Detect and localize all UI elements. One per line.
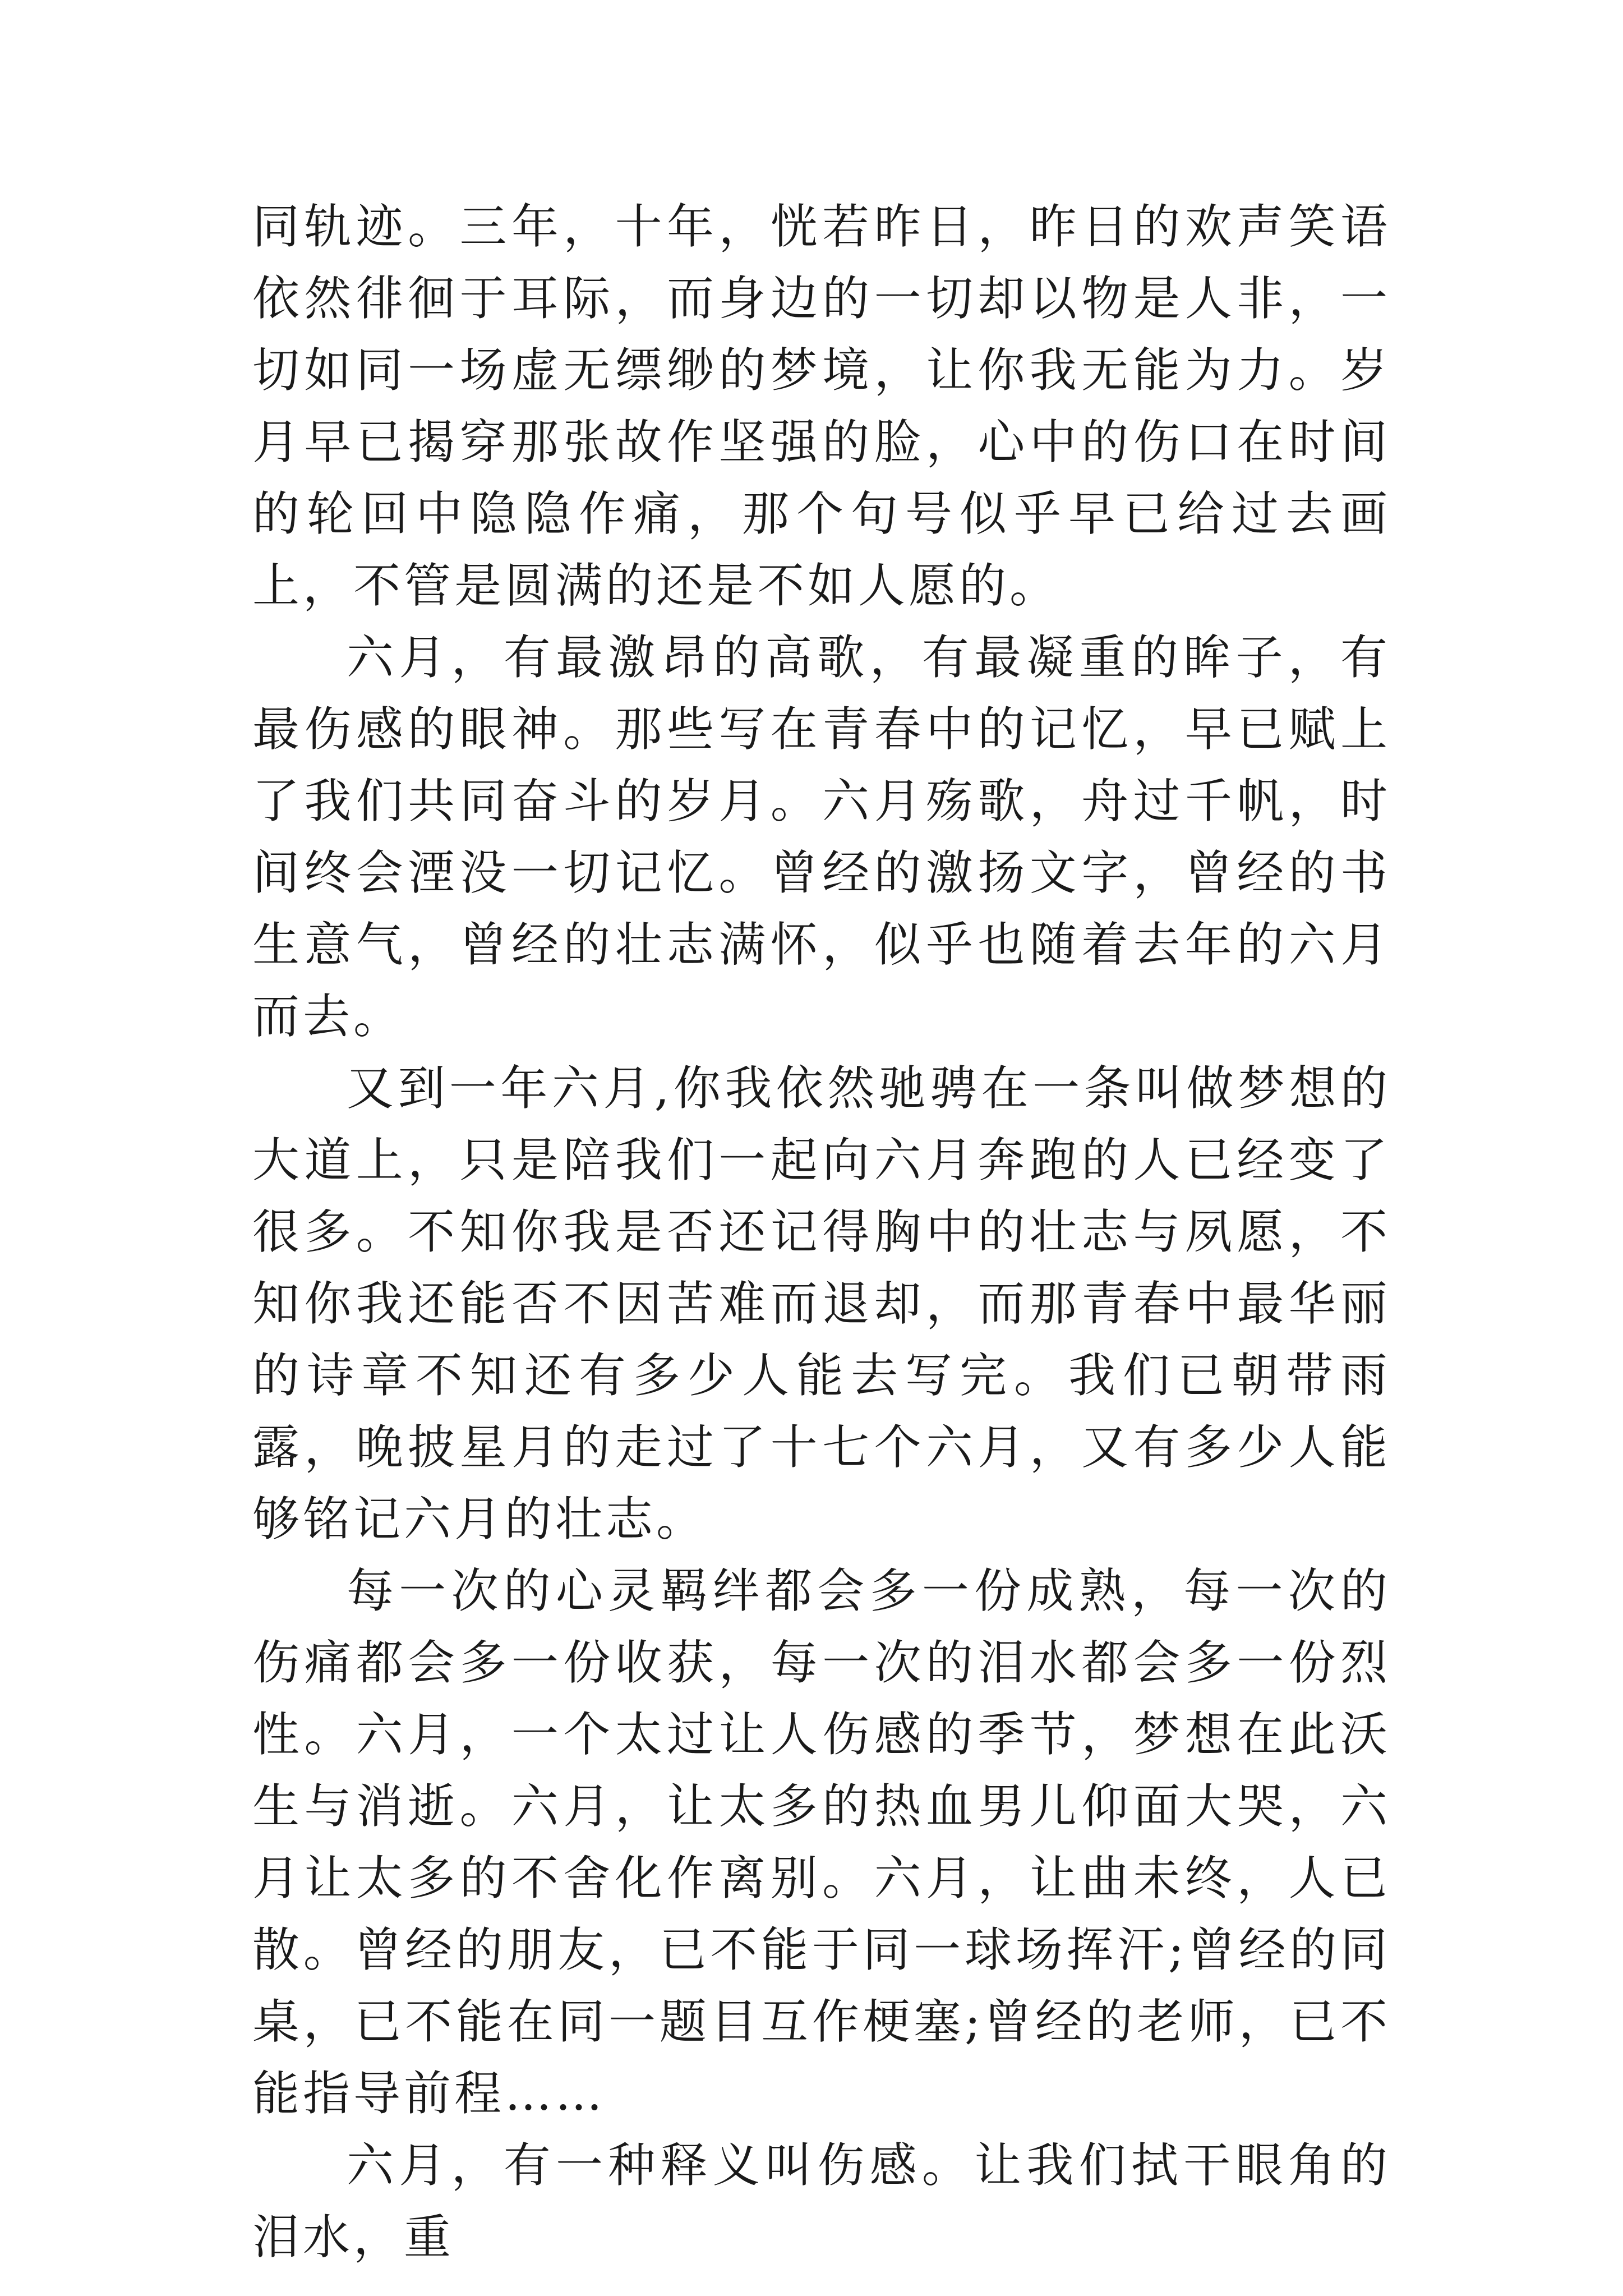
paragraph-3: 又到一年六月,你我依然驰骋在一条叫做梦想的大道上，只是陪我们一起向六月奔跑的人已经变了很多。不知你我是否还记得胸中的壮志与夙愿，不知你我还能否不因苦难而退却，而那青春中最华丽的诗章不知还有多少人能去写完。我们已朝带雨露，晚披星月的走过了十七个六月，又有多少人能够铭记六月的壮志。 <box>252 1061 1391 1547</box>
document-body <box>252 191 1391 2273</box>
paragraph-2: 六月，有最激昂的高歌，有最凝重的眸子，有最伤感的眼神。那些写在青春中的记忆，早已赋上了我们共同奋斗的岁月。六月殇歌，舟过千帆，时间终会湮没一切记忆。曾经的激扬文字，曾经的书生意气，曾经的壮志满怀，似乎也随着去年的六月而去。 <box>252 630 1391 1044</box>
paragraph-1: 同轨迹。三年，十年，恍若昨日，昨日的欢声笑语依然徘徊于耳际，而身边的一切却以物是人非，一切如同一场虚无缥缈的梦境，让你我无能为力。岁月早已揭穿那张故作坚强的脸，心中的伤口在时间的轮回中隐隐作痛，那个句号似乎早已给过去画上，不管是圆满的还是不如人愿的。 <box>252 199 1391 613</box>
paragraph-4: 每一次的心灵羁绊都会多一份成熟，每一次的伤痛都会多一份收获，每一次的泪水都会多一份烈性。六月，一个太过让人伤感的季节，梦想在此沃生与消逝。六月，让太多的热血男儿仰面大哭，六月让太多的不舍化作离别。六月，让曲未终，人已散。曾经的朋友，已不能于同一球场挥汗;曾经的同桌，已不能在同一题目互作梗塞;曾经的老师，已不能指导前程…… <box>252 1563 1391 2121</box>
paragraph-5: 六月，有一种释义叫伤感。让我们拭干眼角的泪水，重 <box>252 2138 1391 2265</box>
